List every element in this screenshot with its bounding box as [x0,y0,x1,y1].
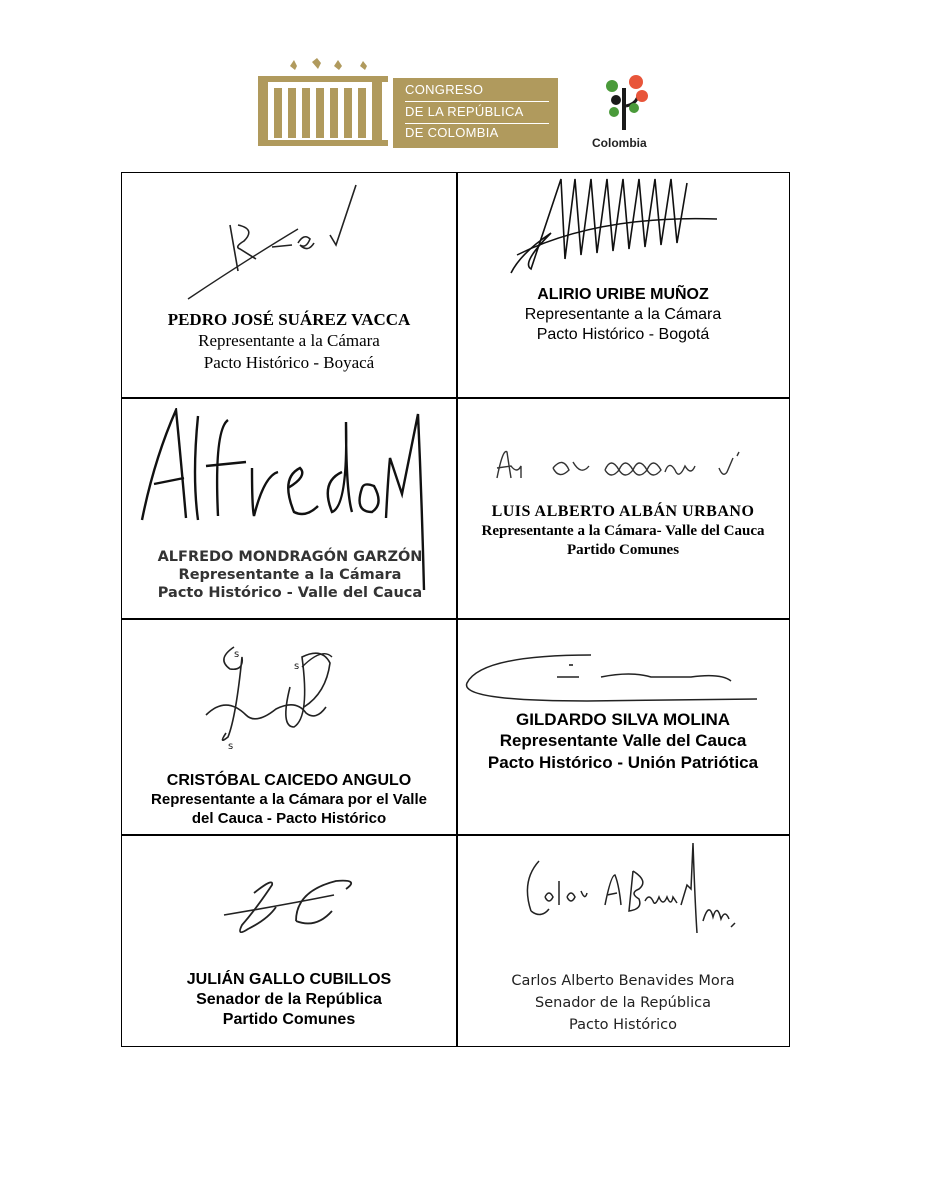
congreso-logo [252,58,558,148]
signatory-role: Senador de la República [196,991,382,1008]
signature-table [121,172,790,1047]
signature-image [461,645,781,705]
signature-cell [457,398,789,618]
signatory-party: Pacto Histórico [569,1016,677,1033]
signatory-role: Representante a la Cámara por el Valle [151,791,427,808]
signatory-name: CRISTÓBAL CAICEDO ANGULO [166,772,412,789]
svg-text:s: s [228,741,234,752]
signatory-party: del Cauca - Pacto Histórico [191,809,387,827]
colombia-logo [588,72,668,152]
signature-cell [122,835,456,1046]
signatory-party: Pacto Histórico - Valle del Cauca [157,585,423,602]
signatory-party: Pacto Histórico - Bogotá [536,326,710,343]
signatory-party: Pacto Histórico - Boyacá [203,352,375,372]
signature-cell [122,398,456,618]
signatory-party: Pacto Histórico - Unión Patriótica [487,752,759,772]
signature-image [493,442,753,492]
signatory-role: Senador de la República [535,994,711,1011]
signature-cell [457,619,789,834]
signatory-name: LUIS ALBERTO ALBÁN URBANO [491,503,755,520]
signature-cell [457,835,789,1046]
congreso-logo-line-1: CONGRESO [405,82,484,97]
signatory-role: Representante Valle del Cauca [499,731,747,751]
signatory-role: Representante a la Cámara [524,306,722,323]
signatory-name: PEDRO JOSÉ SUÁREZ VACCA [167,310,411,329]
signatory-party: Partido Comunes [222,1011,356,1028]
signature-cell [122,173,456,397]
signature-cell [122,619,456,834]
signature-image [507,175,747,283]
congreso-logo-line-2: DE LA REPÚBLICA [405,104,524,119]
signature-cell [457,173,789,397]
signature-image [517,841,747,961]
congreso-logo-line-3: DE COLOMBIA [405,125,499,140]
signature-image [212,863,372,953]
signatory-name: JULIÁN GALLO CUBILLOS [186,971,392,988]
signatory-role: Representante a la Cámara [178,567,402,584]
signatory-party: Partido Comunes [566,541,680,558]
signatory-name: ALFREDO MONDRAGÓN GARZÓN [157,549,423,565]
svg-text:s: s [234,649,240,660]
signatory-role: Representante a la Cámara [198,331,380,351]
congreso-logo-rule [405,123,549,124]
congreso-logo-rule [405,101,549,102]
capitol-building-icon [252,58,392,148]
signatory-role: Representante a la Cámara- Valle del Cauca [481,523,765,539]
signature-image [198,627,358,763]
colombia-logo-label: Colombia [592,136,647,150]
signatory-name: GILDARDO SILVA MOLINA [515,710,731,729]
signatory-name: ALIRIO URIBE MUÑOZ [537,286,709,303]
signature-image [180,175,400,305]
colombia-plant-icon [588,72,668,134]
svg-text:s: s [294,661,300,672]
signatory-name: Carlos Alberto Benavides Mora [511,973,735,989]
